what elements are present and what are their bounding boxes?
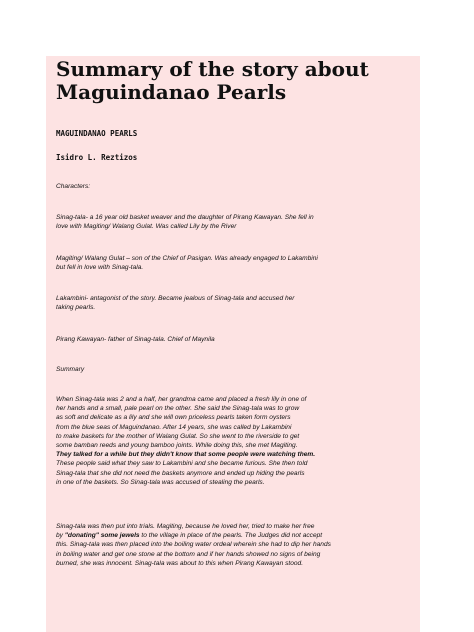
author-name: Isidro L. Reztizos	[56, 153, 138, 162]
character-pirang	[56, 335, 416, 344]
text-line: They talked for a while but they didn't know that some people were watching them.	[56, 451, 316, 459]
summary-label	[56, 365, 416, 374]
document-page	[46, 56, 420, 632]
document-title	[56, 58, 412, 104]
text-line: When Sinag-tala was 2 and a half, her grandma came and placed a fresh lily in one of	[56, 396, 307, 403]
summary-paragraph-2	[56, 522, 416, 568]
character-lakambini	[56, 294, 416, 312]
text-line: Summary	[56, 366, 85, 373]
text-line: in one of the baskets. So Sinag-tala was accused of stealing the pearls.	[56, 478, 265, 486]
text-line: Sinag-tala- a 16 year old basket weaver and the daughter of Pirang Kawayan. She fell in	[56, 214, 314, 221]
text-line: Magiting/ Walang Gulat – son of the Chief of Pasigan. Was already engaged to Lakambini	[56, 255, 318, 262]
summary-paragraph-1	[56, 395, 416, 487]
text-line: but fell in love with Sinag-tala.	[56, 264, 144, 272]
text-segment: by	[56, 532, 65, 540]
text-line	[56, 531, 416, 540]
characters-label	[56, 182, 416, 191]
text-line: Sinag-tala that she did not need the baskets anymore and ended up hiding the pearls	[56, 469, 305, 477]
text-line: These people said what they saw to Lakambini and she became furious. She then told	[56, 460, 308, 468]
story-subtitle: MAGUINDANAO PEARLS	[56, 129, 138, 138]
title-line: Summary of the story about	[56, 57, 369, 81]
text-line: some bamban reeds and young bamboo joints. While doing this, she met Magiting.	[56, 442, 298, 450]
text-emphasis: "donating" some jewels	[64, 532, 140, 540]
character-singtala	[56, 213, 416, 231]
title-line: Maguindanao Pearls	[56, 80, 287, 104]
text-line: Characters:	[56, 183, 91, 190]
text-line: in boiling water and get one stone at the bottom and if her hands showed no signs of being	[56, 550, 321, 558]
text-line: her hands and a small, pale pearl on the other. She said the Sinag-tala was to grow	[56, 405, 300, 413]
text-segment: to the village in place of the pearls. The Judges did not accept	[139, 532, 323, 540]
text-line: Lakambini- antagonist of the story. Became jealous of Sinag-tala and accused her	[56, 295, 295, 302]
text-line: Pirang Kawayan- father of Sinag-tala. Chief of Maynila	[56, 336, 215, 343]
text-line: love with Magiting/ Walang Gulat. Was called Lily by the River	[56, 223, 237, 231]
character-magiting	[56, 254, 416, 272]
text-line: as soft and delicate as a lily and she will own priceless pearls taken form oysters	[56, 414, 291, 422]
text-line: Sinag-tala was then put into trials. Magiting, because he loved her, tried to make her free	[56, 523, 315, 530]
text-line: this. Sinag-tala was then placed into the boiling water ordeal wherein she had to dip her hands	[56, 541, 331, 549]
text-line: from the blue seas of Maguindanao. After 14 years, she was called by Lakambini	[56, 423, 292, 431]
text-line: taking pearls.	[56, 304, 96, 312]
text-line: burned, she was innocent. Sinag-tala was about to this when Pirang Kawayan stood.	[56, 559, 304, 567]
text-line: to make baskets for the mother of Walang Gulat. So she went to the riverside to get	[56, 432, 300, 440]
